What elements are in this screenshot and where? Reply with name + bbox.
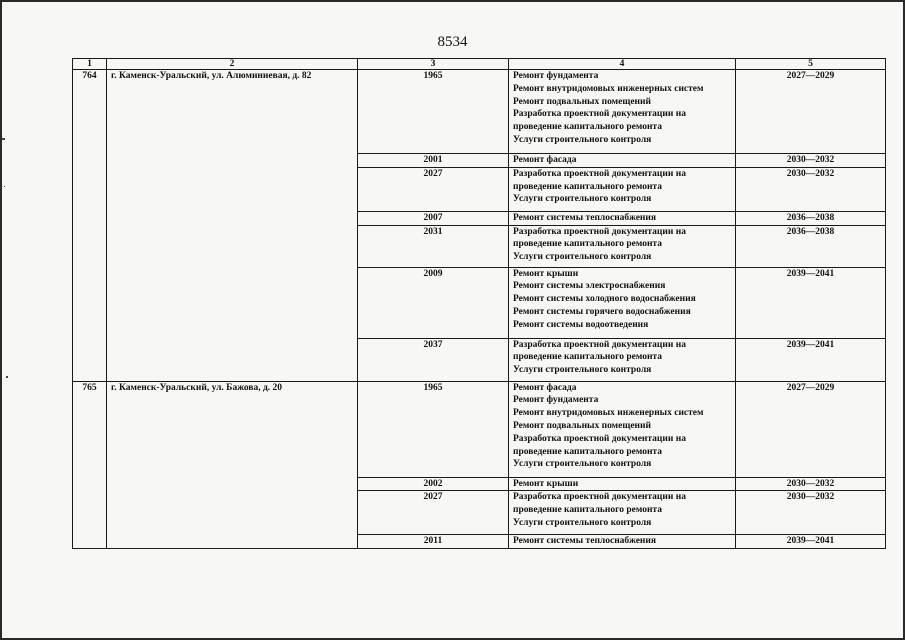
work-item: Разработка проектной документации на <box>513 226 686 237</box>
object-address: г. Каменск-Уральский, ул. Алюминиевая, д. 82 <box>107 70 358 382</box>
planned-period: 2027—2029 <box>736 381 886 477</box>
works-list <box>509 491 736 535</box>
work-item: Ремонт фундамента <box>513 395 599 406</box>
work-item: Ремонт фасада <box>513 382 577 393</box>
work-item: Разработка проектной документации на <box>513 433 686 444</box>
planned-period: 2036—2038 <box>736 211 886 225</box>
work-item: Разработка проектной документации на <box>513 492 686 503</box>
work-item: проведение капитального ремонта <box>513 505 662 516</box>
work-item: Ремонт системы горячего водоснабжения <box>513 306 691 317</box>
column-header-2: 2 <box>107 59 358 70</box>
column-header-1: 1 <box>73 59 107 70</box>
commission-year: 2027 <box>358 167 509 211</box>
column-header-3: 3 <box>358 59 509 70</box>
work-item: Ремонт подвальных помещений <box>513 420 651 431</box>
planned-period: 2030—2032 <box>736 491 886 535</box>
works-list <box>509 211 736 225</box>
table-body <box>73 70 886 549</box>
work-item: Услуги строительного контроля <box>513 252 652 263</box>
work-item: Услуги строительного контроля <box>513 194 652 205</box>
works-list <box>509 535 736 549</box>
work-item: Ремонт системы теплоснабжения <box>513 536 657 547</box>
planned-period: 2039—2041 <box>736 338 886 381</box>
scan-speck <box>2 138 5 140</box>
works-list <box>509 225 736 267</box>
work-item: Ремонт фундамента <box>513 71 599 81</box>
commission-year: 2001 <box>358 154 509 168</box>
work-item: проведение капитального ремонта <box>513 239 662 250</box>
works-list <box>509 338 736 381</box>
page-number: 8534 <box>437 34 468 50</box>
work-item: Ремонт подвальных помещений <box>513 96 651 107</box>
work-item: Услуги строительного контроля <box>513 134 652 145</box>
commission-year: 2009 <box>358 267 509 338</box>
repair-schedule-table <box>72 58 886 549</box>
commission-year: 2007 <box>358 211 509 225</box>
works-list <box>509 267 736 338</box>
commission-year: 2031 <box>358 225 509 267</box>
work-item: Ремонт системы теплоснабжения <box>513 212 657 223</box>
works-list <box>509 154 736 168</box>
commission-year: 1965 <box>358 70 509 154</box>
works-list <box>509 477 736 491</box>
table-row <box>73 70 886 154</box>
commission-year: 2002 <box>358 477 509 491</box>
work-item: Ремонт системы холодного водоснабжения <box>513 294 696 305</box>
header-row <box>73 59 886 70</box>
work-item: Ремонт системы водоотведения <box>513 319 649 330</box>
planned-period: 2030—2032 <box>736 154 886 168</box>
work-item: проведение капитального ремонта <box>513 352 662 363</box>
work-item: Ремонт системы электроснабжения <box>513 281 666 292</box>
planned-period: 2030—2032 <box>736 167 886 211</box>
column-header-5: 5 <box>736 59 886 70</box>
planned-period: 2039—2041 <box>736 535 886 549</box>
scan-speck <box>4 186 5 187</box>
work-item: Услуги строительного контроля <box>513 459 652 470</box>
table-row <box>73 381 886 477</box>
work-item: Услуги строительного контроля <box>513 365 652 376</box>
work-item: проведение капитального ремонта <box>513 181 662 192</box>
object-number: 764 <box>73 70 107 382</box>
column-header-4: 4 <box>509 59 736 70</box>
works-list <box>509 70 736 154</box>
work-item: Ремонт крыши <box>513 268 579 279</box>
work-item: Разработка проектной документации на <box>513 109 686 120</box>
commission-year: 1965 <box>358 381 509 477</box>
work-item: проведение капитального ремонта <box>513 446 662 457</box>
work-item: Разработка проектной документации на <box>513 168 686 179</box>
object-number: 765 <box>73 381 107 549</box>
planned-period: 2027—2029 <box>736 70 886 154</box>
planned-period: 2039—2041 <box>736 267 886 338</box>
works-list <box>509 167 736 211</box>
planned-period: 2030—2032 <box>736 477 886 491</box>
work-item: Разработка проектной документации на <box>513 339 686 350</box>
commission-year: 2037 <box>358 338 509 381</box>
commission-year: 2027 <box>358 491 509 535</box>
work-item: Ремонт внутридомовых инженерных систем <box>513 408 704 419</box>
planned-period: 2036—2038 <box>736 225 886 267</box>
work-item: Ремонт фасада <box>513 155 577 165</box>
scan-speck <box>6 376 8 378</box>
works-list <box>509 381 736 477</box>
commission-year: 2011 <box>358 535 509 549</box>
work-item: Ремонт внутридомовых инженерных систем <box>513 83 704 94</box>
object-address: г. Каменск-Уральский, ул. Бажова, д. 20 <box>107 381 358 549</box>
work-item: Ремонт крыши <box>513 478 579 489</box>
work-item: проведение капитального ремонта <box>513 122 662 133</box>
work-item: Услуги строительного контроля <box>513 517 652 528</box>
